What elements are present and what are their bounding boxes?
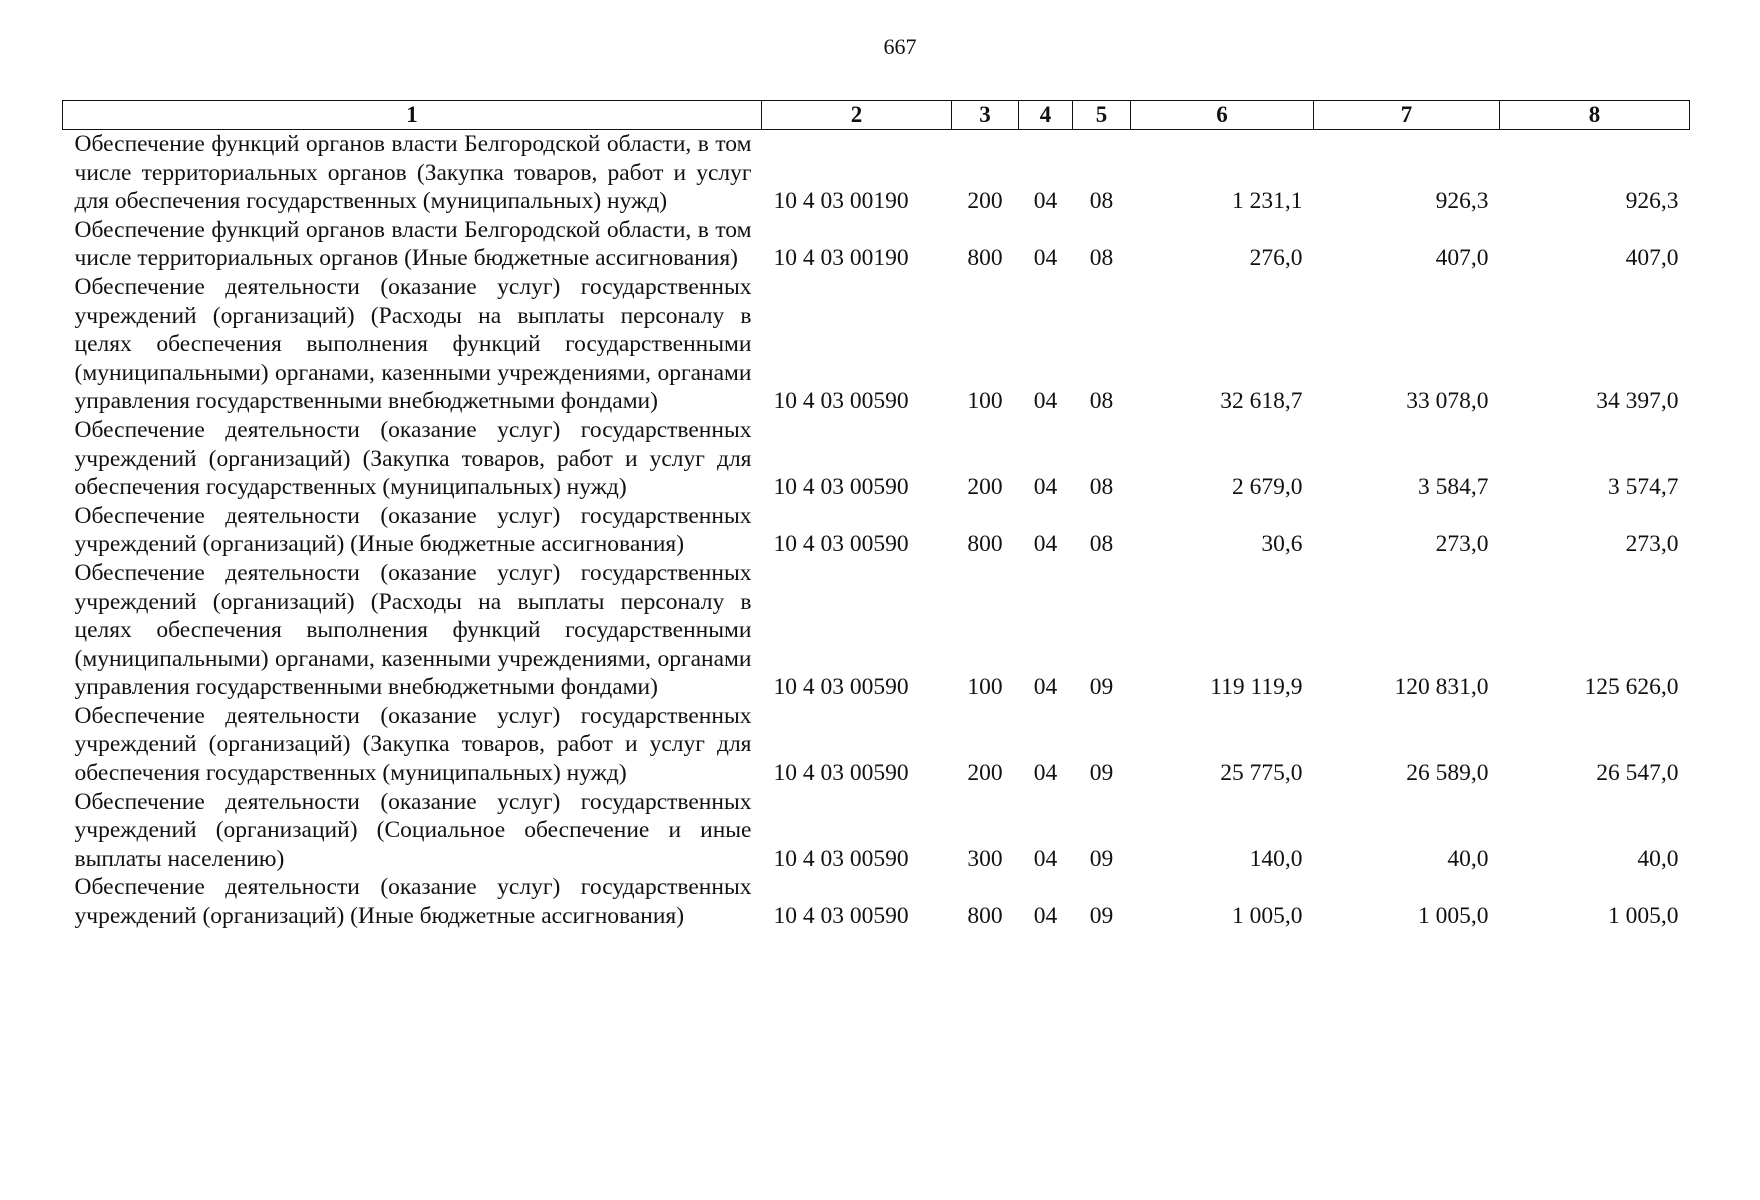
row-amount-col6: 25 775,0 [1220, 760, 1303, 787]
row-subsection: 09 [1089, 760, 1114, 787]
table-row [63, 502, 1690, 559]
row-amount-col8: 34 397,0 [1596, 388, 1679, 415]
row-subsection: 09 [1089, 845, 1114, 872]
row-amount-col7: 926,3 [1435, 188, 1489, 215]
row-amount-col6: 276,0 [1249, 245, 1303, 272]
table-row [63, 873, 1690, 930]
row-amount-col6: 119 119,9 [1210, 674, 1303, 701]
row-subsection: 08 [1089, 388, 1114, 415]
row-section: 04 [1033, 845, 1058, 872]
row-amount-col7: 120 831,0 [1394, 674, 1489, 701]
row-section: 04 [1033, 674, 1058, 701]
row-amount-col7: 33 078,0 [1406, 388, 1489, 415]
table-row [63, 702, 1690, 788]
row-target-code: 10 4 03 00590 [773, 388, 909, 415]
row-expense-type: 300 [967, 845, 1003, 872]
row-amount-col7: 407,0 [1435, 245, 1489, 272]
row-amount-col6: 140,0 [1249, 845, 1303, 872]
header-col-8: 8 [1500, 101, 1690, 130]
row-section: 04 [1033, 760, 1058, 787]
table-row [63, 416, 1690, 502]
header-col-6: 6 [1131, 101, 1314, 130]
row-description: Обеспечение функций органов власти Белгородской области, в том числе территориальных органов (Иные бюджетные ассигнования) [74, 216, 752, 272]
row-target-code: 10 4 03 00590 [773, 531, 909, 558]
row-description: Обеспечение деятельности (оказание услуг) государственных учреждений (организаций) (Закупка товаров, работ и услуг для обеспечения государственных (муниципальных) нужд) [74, 702, 752, 787]
row-target-code: 10 4 03 00590 [773, 674, 909, 701]
row-section: 04 [1033, 531, 1058, 558]
row-amount-col7: 1 005,0 [1418, 903, 1489, 930]
header-col-5: 5 [1073, 101, 1131, 130]
budget-table [62, 100, 1690, 931]
row-amount-col8: 1 005,0 [1608, 903, 1679, 930]
row-amount-col6: 30,6 [1261, 531, 1303, 558]
header-col-2: 2 [762, 101, 952, 130]
row-expense-type: 100 [967, 674, 1003, 701]
row-description: Обеспечение деятельности (оказание услуг) государственных учреждений (организаций) (Иные бюджетные ассигнования) [74, 874, 752, 930]
table-row [63, 273, 1690, 416]
row-target-code: 10 4 03 00590 [773, 760, 909, 787]
row-amount-col8: 125 626,0 [1584, 674, 1679, 701]
row-subsection: 08 [1089, 531, 1114, 558]
row-section: 04 [1033, 903, 1058, 930]
row-section: 04 [1033, 188, 1058, 215]
row-target-code: 10 4 03 00190 [773, 245, 909, 272]
table-header [63, 101, 1690, 130]
row-expense-type: 800 [967, 245, 1003, 272]
table-row [63, 788, 1690, 874]
row-section: 04 [1033, 245, 1058, 272]
row-description: Обеспечение деятельности (оказание услуг) государственных учреждений (организаций) (Иные бюджетные ассигнования) [74, 502, 752, 558]
row-section: 04 [1033, 474, 1058, 501]
row-subsection: 09 [1089, 674, 1114, 701]
row-amount-col8: 26 547,0 [1596, 760, 1679, 787]
row-amount-col6: 2 679,0 [1232, 474, 1303, 501]
row-section: 04 [1033, 388, 1058, 415]
page-number: 667 [883, 34, 917, 59]
header-col-4: 4 [1019, 101, 1073, 130]
row-description: Обеспечение деятельности (оказание услуг) государственных учреждений (организаций) (Расходы на выплаты персоналу в целях обеспечения выполнения функций государственными (муниципальными) органами, казенными учреждениями, органами управления государственными внебюджетными фондами) [74, 273, 752, 415]
row-description: Обеспечение деятельности (оказание услуг) государственных учреждений (организаций) (Закупка товаров, работ и услуг для обеспечения государственных (муниципальных) нужд) [74, 416, 752, 501]
row-subsection: 08 [1089, 245, 1114, 272]
row-target-code: 10 4 03 00190 [773, 188, 909, 215]
table-row [63, 130, 1690, 216]
row-description: Обеспечение деятельности (оказание услуг) государственных учреждений (организаций) (Расходы на выплаты персоналу в целях обеспечения выполнения функций государственными (муниципальными) органами, казенными учреждениями, органами управления государственными внебюджетными фондами) [74, 559, 752, 701]
row-amount-col8: 40,0 [1637, 845, 1679, 872]
row-expense-type: 800 [967, 903, 1003, 930]
row-target-code: 10 4 03 00590 [773, 474, 909, 501]
row-expense-type: 800 [967, 531, 1003, 558]
row-description: Обеспечение деятельности (оказание услуг) государственных учреждений (организаций) (Социальное обеспечение и иные выплаты населению) [74, 788, 752, 872]
row-amount-col6: 1 231,1 [1232, 188, 1303, 215]
table-body [63, 130, 1690, 931]
table-row [63, 559, 1690, 702]
row-expense-type: 100 [967, 388, 1003, 415]
row-amount-col7: 40,0 [1447, 845, 1489, 872]
row-amount-col6: 1 005,0 [1232, 903, 1303, 930]
row-amount-col7: 273,0 [1435, 531, 1489, 558]
row-expense-type: 200 [967, 474, 1003, 501]
row-amount-col7: 26 589,0 [1406, 760, 1489, 787]
row-subsection: 08 [1089, 474, 1114, 501]
row-expense-type: 200 [967, 188, 1003, 215]
row-subsection: 09 [1089, 903, 1114, 930]
header-col-1: 1 [63, 101, 762, 130]
row-description: Обеспечение функций органов власти Белгородской области, в том числе территориальных органов (Закупка товаров, работ и услуг для обеспечения государственных (муниципальных) нужд) [74, 131, 752, 215]
row-expense-type: 200 [967, 760, 1003, 787]
row-subsection: 08 [1089, 188, 1114, 215]
row-target-code: 10 4 03 00590 [773, 903, 909, 930]
row-target-code: 10 4 03 00590 [773, 845, 909, 872]
row-amount-col8: 926,3 [1625, 188, 1679, 215]
header-col-7: 7 [1314, 101, 1500, 130]
row-amount-col7: 3 584,7 [1418, 474, 1489, 501]
row-amount-col8: 407,0 [1625, 245, 1679, 272]
header-row [63, 101, 1690, 130]
row-amount-col6: 32 618,7 [1220, 388, 1303, 415]
header-col-3: 3 [952, 101, 1019, 130]
table-row [63, 216, 1690, 273]
row-amount-col8: 3 574,7 [1608, 474, 1679, 501]
row-amount-col8: 273,0 [1625, 531, 1679, 558]
